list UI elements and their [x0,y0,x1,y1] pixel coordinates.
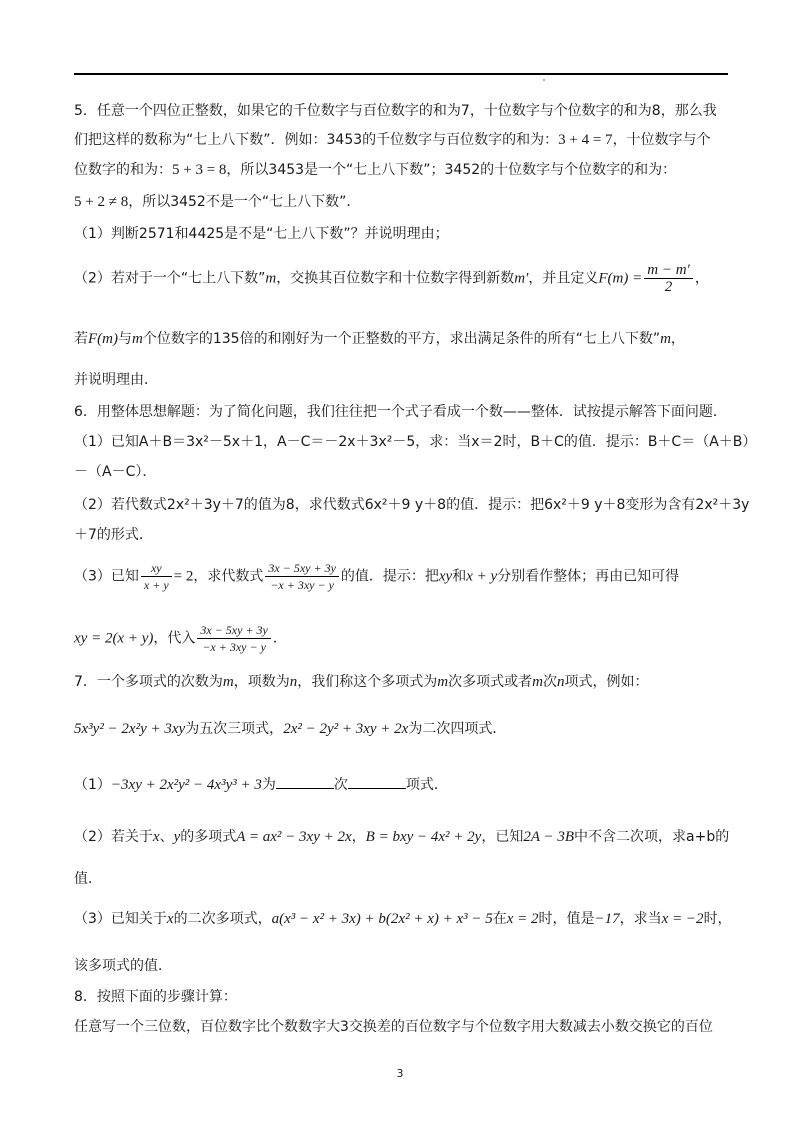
q6-part3-cont: xy = 2(x + y)，代入 $\frac{3x - 5xy + 3y}{-x + 3xy - y}$ ． [74,623,287,654]
q6-part2-cont: ＋7的形式． [74,527,153,543]
q7-part3: （3）已知关于x的二次多项式，a(x³ − x² + 3x) + b(2x² + x) + x³ − 5在x = 2时，值是−17，求当x = −2时， [74,911,732,927]
answer-blank-2[interactable] [348,776,406,789]
header-rule [74,73,728,75]
q5-line1: 5．任意一个四位正整数，如果它的千位数字与百位数字的和为7，十位数字与个位数字的和为8，那么我 [74,103,717,119]
q5-part1: （1）判断2571和4425是不是“七上八下数”？并说明理由； [74,226,449,242]
q6-part1-cont: －（A－C）． [74,464,157,480]
q8-line2: 任意写一个三位数，百位数字比个数数字大3交换差的百位数字与个位数字用大数减去小数交换它的百位 [74,1019,713,1035]
q5-part3-cont: 并说明理由． [74,372,158,388]
q7-part3-cont: 该多项式的值． [74,958,172,974]
q5-line3: 位数字的和为：5 + 3 = 8，所以3453是一个“七上八下数”；3452的十位数字与个位数字的和为： [74,162,677,178]
q6-line1: 6．用整体思想解题：为了简化问题，我们往往把一个式子看成一个数——整体．试按提示解答下面问题． [74,404,727,420]
q5-part2: （2）若对于一个“七上八下数”m，交换其百位数字和十位数字得到新数m′，并且定义F(m) = $\frac{m - m'}{2}$ ， [74,262,709,295]
answer-blank-1[interactable] [276,776,334,789]
q5-part3: 若F(m)与m个位数字的135倍的和刚好为一个正整数的平方，求出满足条件的所有“七上八下数”m， [74,331,685,347]
q5-line2: 们把这样的数称为“七上八下数”．例如：3453的千位数字与百位数字的和为：3 + 4 = 7，十位数字与个 [74,132,711,148]
q7-examples: 5x³y² − 2x²y + 3xy为五次三项式，2x² − 2y² + 3xy + 2x为二次四项式． [74,721,507,737]
q7-part2: （2）若关于x、y的多项式A = ax² − 3xy + 2x，B = bxy − 4x² + 2y，已知2A − 3B中不含二次项，求a+b的 [74,829,730,845]
page-number: 3 [396,1067,404,1080]
q6-part3: （3）已知 $\frac{xy}{x + y}$ = 2，求代数式 $\frac{3x - 5xy + 3y}{-x + 3xy - y}$ 的值．提示：把xy和x + y分别看作整体；再由已知可得 [74,561,680,592]
q6-part1: （1）已知A＋B＝3x²－5x＋1，A－C＝－2x＋3x²－5，求：当x＝2时，B＋C的值．提示：B＋C＝（A＋B） [74,434,757,450]
q8-line1: 8．按照下面的步骤计算： [74,989,237,1005]
q7-part2-cont: 值． [74,871,102,887]
q5-line4: 5 + 2 ≠ 8，所以3452不是一个“七上八下数”． [74,194,361,210]
q6-part2: （2）若代数式2x²＋3y＋7的值为8，求代数式6x²＋9 y＋8的值．提示：把6x²＋9 y＋8变形为含有2x²＋3y [74,497,750,513]
q7-part1: （1）−3xy + 2x²y² − 4x³y³ + 3为 次 项式． [74,777,448,793]
q7-line1: 7．一个多项式的次数为m，项数为n，我们称这个多项式为m次多项式或者m次n项式，例如： [74,674,649,690]
header-dot [543,79,545,81]
